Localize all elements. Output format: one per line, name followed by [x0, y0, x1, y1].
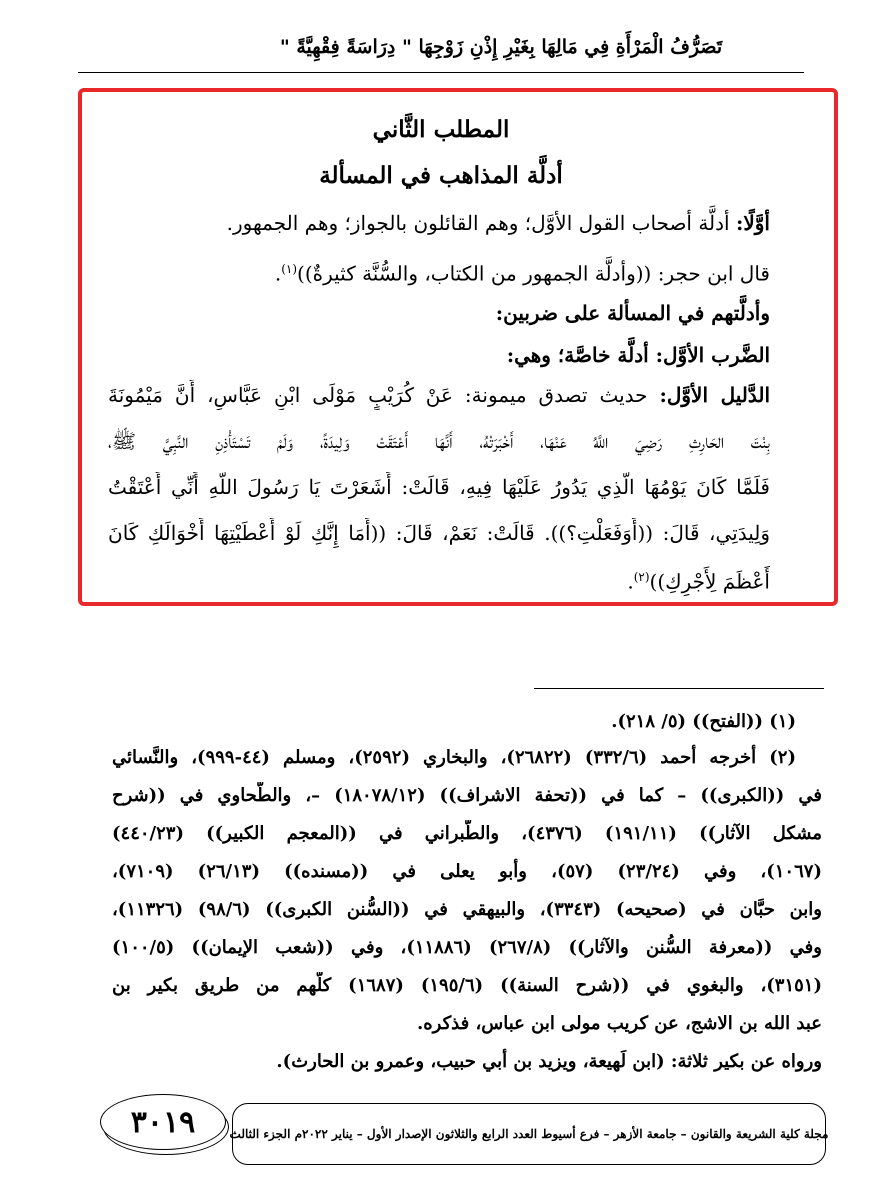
divisions-line: وأدلَّتهم في المسألة على ضربين: — [495, 301, 770, 325]
footnote-line: (١٠٦٧)، وفي (٢٣/٢٤) (٥٧)، وأبو يعلى في ((مسنده)) (٢٦/١٣) (٧١٠٩)، — [112, 861, 822, 882]
first-label: أوَّلًا: — [735, 211, 770, 235]
page-number: ٣٠١٩ — [100, 1094, 226, 1150]
header-rule — [78, 72, 804, 73]
footnote-line: (٣١٥١)، والبغوي في ((شرح السنة)) (١٩٥/٦) (١٦٨٧) كلُّهم من طريق بكير بن — [112, 975, 822, 996]
first-argument-line — [108, 208, 770, 238]
evidence-line-5 — [108, 562, 770, 597]
footnote-line: مشكل الآثار)) (١٩١/١١) (٤٣٧٦)، والطَّبراني في ((المعجم الكبير)) (٤٤٠/٢٣) — [112, 823, 822, 844]
footnote-line: عبد الله بن الاشج، عن كريب مولى ابن عباس، فذكره. — [416, 1013, 822, 1034]
evidence-line-1 — [108, 380, 770, 410]
evidence-text-1: حديث تصدق ميمونة: عَنْ كُرَيْبٍ مَوْلَى ابْنِ عَبَّاسٍ، أَنَّ مَيْمُونَةَ — [108, 383, 660, 407]
quote-text: قال ابن حجر: ((وأدلَّة الجمهور من الكتاب، والسُّنَّة كثيرةٌ)) — [297, 261, 770, 286]
evidence-text-5: أَعْظَمَ لِأَجْرِكِ)) — [649, 569, 770, 594]
type-text: أدلَّة خاصَّة؛ وهي: — [506, 343, 656, 367]
quote-end: . — [274, 261, 282, 286]
footnote-line: وابن حبَّان في (صحيحه) (٣٣٤٣)، والبيهقي في ((السُّنن الكبرى)) (٩٨/٦) (١١٣٢٦)، — [112, 899, 822, 920]
footnote-separator — [534, 688, 824, 689]
evidence-line-3: فَلَمَّا كَانَ يَوْمُهَا الَّذِي يَدُورُ عَلَيْهَا فِيهِ، قَالَتْ: أَشَعَرْتَ يَا رَسُولَ اللَّهِ أَنِّي أَعْتَقْتُ — [108, 475, 770, 499]
footnote-line: في ((الكبرى)) – كما في ((تحفة الاشراف)) (١٨٠٧٨/١٢) –، والطَّحاوي في ((شرح — [112, 785, 822, 806]
footnote-line: (٢) أخرجه أحمد (٣٣٢/٦) (٢٦٨٢٢)، والبخاري (٢٥٩٢)، ومسلم (٤٤-٩٩٩)، والنَّسائي — [112, 747, 796, 768]
evidence-line-4: وَلِيدَتِي، قَالَ: ((أَوَفَعَلْتِ؟)). قَالَتْ: نَعَمْ، قَالَ: ((أَمَا إِنَّكِ لَوْ أَعْطَيْتِهَا أَخْوَالَكِ كَانَ — [108, 521, 770, 545]
footnote-ref-1: (١) — [281, 262, 298, 276]
footnote-line: وفي ((معرفة السُّنن والآثار)) (٢٦٧/٨) (١١٨٨٦)، وفي ((شعب الإيمان)) (١٠٠/٥) — [112, 937, 822, 958]
evidence-label: الدَّليل الأوَّل: — [659, 383, 770, 407]
evidence-end: . — [627, 569, 634, 594]
section-heading: المطلب الثَّاني — [372, 116, 510, 143]
first-text: أدلَّة أصحاب القول الأوَّل؛ وهم القائلون بالجواز؛ وهم الجمهور. — [226, 211, 736, 235]
footnote-line: ورواه عن بكير ثلاثة: (ابن لَهيعة، ويزيد بن أبي حبيب، وعمرو بن الحارث). — [276, 1051, 822, 1072]
footnote-ref-2: (٢) — [633, 570, 650, 584]
footnote-line: (١) ((الفتح)) (٥/ ٢١٨). — [611, 711, 796, 732]
journal-footer: مجلة كلية الشريعة والقانون – جامعة الأزهر – فرع أسيوط العدد الرابع والثلاثون الإصدار الأول – يناير ٢٠٢٢م الجزء الثالث — [232, 1103, 826, 1165]
type-label: الضَّرب الأوَّل: — [655, 343, 770, 367]
running-header: تَصَرُّفُ الْمَرْأَةِ فِي مَالِهَا بِغَيْرِ إِذْنِ زَوْجِهَا " دِرَاسَةً فِقْهِيَّةً " — [279, 36, 723, 58]
section-subheading: أدلَّة المذاهب في المسألة — [319, 162, 563, 189]
evidence-line-2: بِنْتَ الحَارِثِ رَضِيَ اللَّهُ عَنْهَا، أَخْبَرَتْهُ، أَنَّهَا أَعْتَقَتْ وَلِيدَةً، وَلَمْ تَسْتَأْذِنِ النَّبِيَّ ﷺ، — [108, 429, 770, 453]
first-type-line — [108, 340, 770, 370]
quote-line — [108, 254, 770, 289]
